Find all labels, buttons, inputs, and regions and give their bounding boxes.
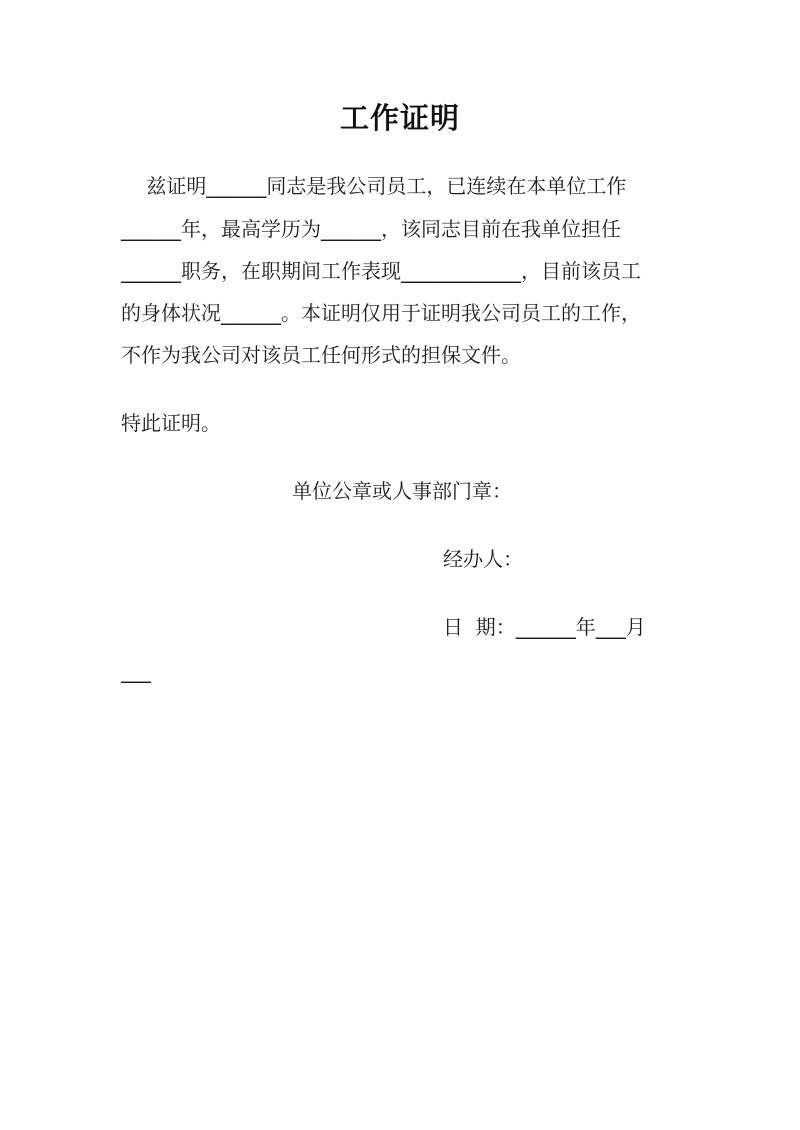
- date-tail-blank: ___: [121, 659, 151, 683]
- body-line-3: ______职务，在职期间工作表现____________，目前该员工: [121, 259, 641, 283]
- body-line-5: 不作为我公司对该员工任何形式的担保文件。: [121, 343, 521, 367]
- document-title: 工作证明: [339, 101, 460, 135]
- date-line: 日 期：______年___月: [443, 615, 646, 639]
- closing-statement: 特此证明。: [121, 411, 221, 435]
- body-line-2: ______年，最高学历为______，该同志目前在我单位担任: [121, 217, 621, 241]
- body-line-1: 兹证明______同志是我公司员工，已连续在本单位工作: [121, 174, 627, 198]
- body-line-4: 的身体状况______。本证明仅用于证明我公司员工的工作，: [121, 301, 641, 325]
- seal-label: 单位公章或人事部门章：: [292, 479, 512, 503]
- handler-label: 经办人：: [443, 547, 523, 571]
